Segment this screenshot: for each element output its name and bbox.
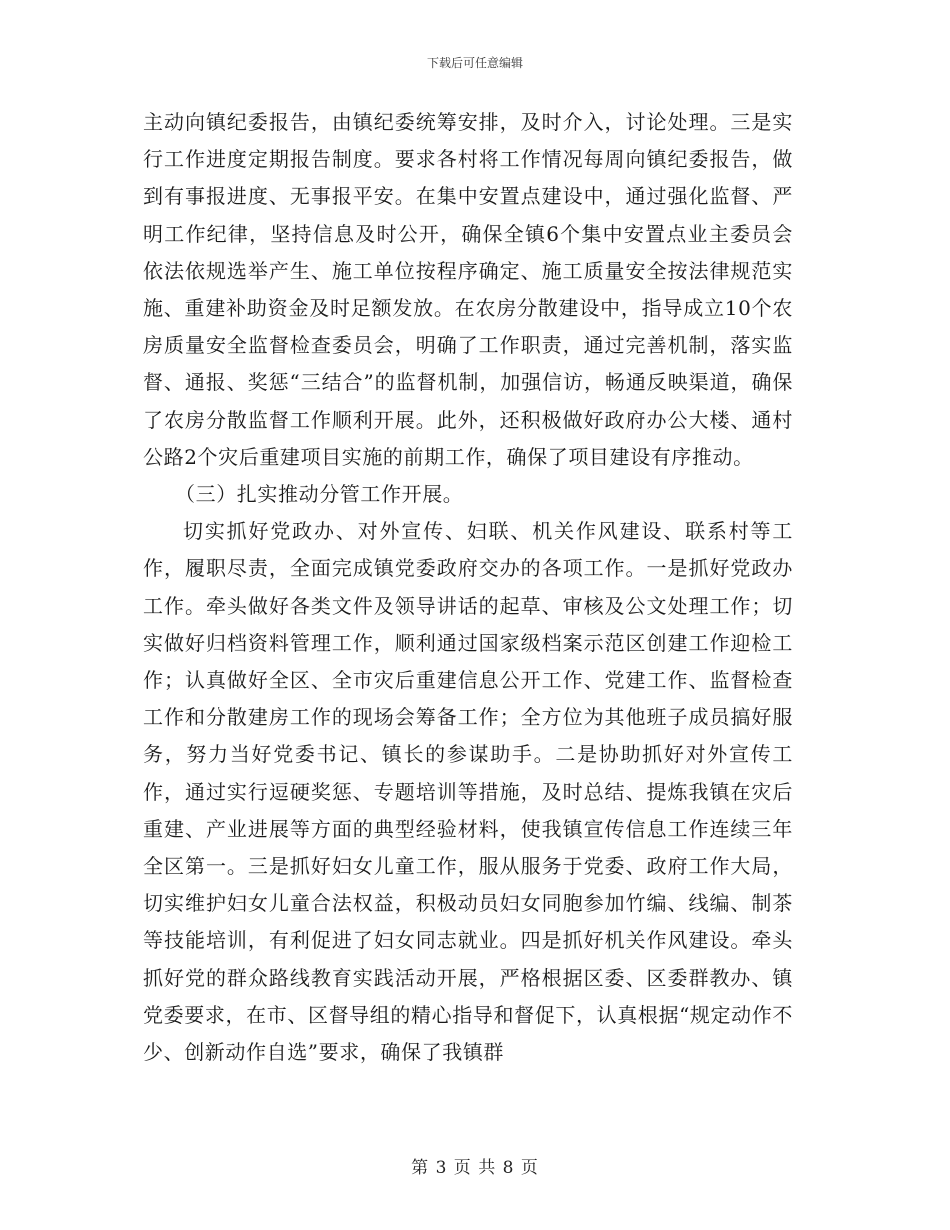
paragraph: 切实抓好党政办、对外宣传、妇联、机关作风建设、联系村等工作，履职尽责，全面完成镇党委政府交办的各项工作。一是抓好党政办工作。牵头做好各类文件及领导讲话的起草、审核及公文处理工作；切实做好归档资料管理工作，顺利通过国家级档案示范区创建工作迎检工作；认真做好全区、全市灾后重建信息公开工作、党建工作、监督检查工作和分散建房工作的现场会筹备工作；全方位为其他班子成员搞好服务，努力当好党委书记、镇长的参谋助手。二是协助抓好对外宣传工作，通过实行逗硬奖惩、专题培训等措施，及时总结、提炼我镇在灾后重建、产业进展等方面的典型经验材料，使我镇宣传信息工作连续三年全区第一。三是抓好妇女儿童工作，服从服务于党委、政府工作大局，切实维护妇女儿童合法权益，积极动员妇女同胞参加竹编、线编、制茶等技能培训，有利促进了妇女同志就业。四是抓好机关作风建设。牵头抓好党的群众路线教育实践活动开展，严格根据区委、区委群教办、镇党委要求，在市、区督导组的精心指导和督促下，认真根据“规定动作不少、创新动作自选”要求，确保了我镇群 [143, 519, 793, 1065]
document-body [143, 104, 793, 1071]
page-header: 下载后可任意编辑 [426, 56, 523, 70]
paragraph-continued: 主动向镇纪委报告，由镇纪委统筹安排，及时介入，讨论处理。三是实行工作进度定期报告制度。要求各村将工作情况每周向镇纪委报告，做到有事报进度、无事报平安。在集中安置点建设中，通过强化监督、严明工作纪律，坚持信息及时公开，确保全镇6个集中安置点业主委员会依法依规选举产生、施工单位按程序确定、施工质量安全按法律规范实施、重建补助资金及时足额发放。在农房分散建设中，指导成立10个农房质量安全监督检查委员会，明确了工作职责，通过完善机制，落实监督、通报、奖惩“三结合”的监督机制，加强信访，畅通反映渠道，确保了农房分散监督工作顺利开展。此外，还积极做好政府办公大楼、通村公路2个灾后重建项目实施的前期工作，确保了项目建设有序推动。 [143, 110, 793, 469]
page-number: 第 3 页 共 8 页 [411, 1158, 539, 1178]
section-heading: （三）扎实推动分管工作开展。 [175, 482, 464, 507]
